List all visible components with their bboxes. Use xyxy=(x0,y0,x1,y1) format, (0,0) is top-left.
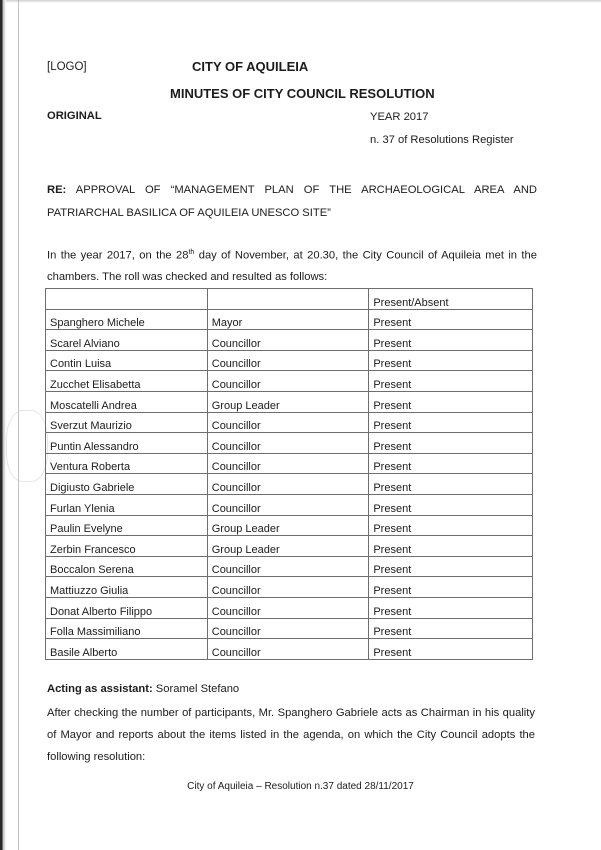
member-name-cell: Contin Luisa xyxy=(46,350,208,371)
role-cell: Mayor xyxy=(207,309,369,330)
intro-text-2: day of November, at 20.30, the City Council of Aquileia met in the chambers. The roll was checked and resulted as follows: xyxy=(47,249,537,283)
intro-text-1: In the year 2017, on the 28 xyxy=(47,249,189,262)
table-row xyxy=(46,371,533,392)
attendance-cell: Present/Absent xyxy=(369,289,533,310)
original-label: ORIGINAL xyxy=(47,110,102,122)
city-heading: CITY OF AQUILEIA xyxy=(192,59,309,74)
intro-superscript: th xyxy=(188,249,195,256)
attendance-cell: Present xyxy=(369,494,533,515)
attendance-cell: Present xyxy=(369,577,533,598)
attendance-cell: Present xyxy=(369,350,533,371)
attendance-cell: Present xyxy=(369,309,533,330)
role-cell: Councillor xyxy=(207,597,369,618)
attendance-cell: Present xyxy=(369,597,533,618)
faint-stamp-mark xyxy=(6,410,48,482)
table-row xyxy=(46,597,533,618)
intro-paragraph xyxy=(47,242,537,288)
role-cell: Councillor xyxy=(207,639,369,660)
role-cell: Councillor xyxy=(207,556,369,577)
table-row xyxy=(46,391,533,412)
attendance-cell: Present xyxy=(369,515,533,536)
table-row xyxy=(46,412,533,433)
attendance-cell: Present xyxy=(369,453,533,474)
assistant-label: Acting as assistant: xyxy=(47,683,153,695)
role-cell: Councillor xyxy=(207,474,369,495)
attendance-cell: Present xyxy=(369,618,533,639)
logo-placeholder: [LOGO] xyxy=(47,61,87,73)
table-header-row xyxy=(46,289,533,310)
attendance-cell: Present xyxy=(369,474,533,495)
member-name-cell: Furlan Ylenia xyxy=(46,494,208,515)
body-paragraph: After checking the number of participants, Mr. Spanghero Gabriele acts as Chairman in his quality of Mayor and reports about the items listed in the agenda, on which the City Council adopts the following resolution: xyxy=(47,707,535,763)
attendance-cell: Present xyxy=(369,371,533,392)
roll-call-table xyxy=(45,288,533,660)
table-row xyxy=(46,309,533,330)
member-name-cell: Puntin Alessandro xyxy=(46,433,208,454)
attendance-cell: Present xyxy=(369,536,533,557)
table-row xyxy=(46,330,533,351)
attendance-cell: Present xyxy=(369,556,533,577)
year-label: YEAR 2017 xyxy=(370,111,429,123)
table-row xyxy=(46,515,533,536)
table-row xyxy=(46,453,533,474)
table-row xyxy=(46,474,533,495)
scan-edge-left xyxy=(0,0,6,850)
role-cell: Councillor xyxy=(207,330,369,351)
member-name-cell: Scarel Alviano xyxy=(46,330,208,351)
attendance-cell: Present xyxy=(369,330,533,351)
member-name-cell: Boccalon Serena xyxy=(46,556,208,577)
attendance-cell: Present xyxy=(369,433,533,454)
scan-edge-top xyxy=(0,0,601,3)
subject-text: APPROVAL OF “MANAGEMENT PLAN OF THE ARCHAEOLOGICAL AREA AND PATRIARCHAL BASILICA OF AQUILEIA UNESCO SITE” xyxy=(47,184,537,219)
role-cell: Councillor xyxy=(207,350,369,371)
table-row xyxy=(46,536,533,557)
assistant-line xyxy=(47,683,239,695)
attendance-cell: Present xyxy=(369,639,533,660)
member-name-cell: Ventura Roberta xyxy=(46,453,208,474)
role-cell xyxy=(207,289,369,310)
roll-call-body xyxy=(46,289,533,660)
member-name-cell xyxy=(46,289,208,310)
role-cell: Councillor xyxy=(207,371,369,392)
table-row xyxy=(46,433,533,454)
member-name-cell: Mattiuzzo Giulia xyxy=(46,577,208,598)
document-title: MINUTES OF CITY COUNCIL RESOLUTION xyxy=(170,86,435,101)
role-cell: Councillor xyxy=(207,412,369,433)
assistant-name: Soramel Stefano xyxy=(152,683,240,695)
member-name-cell: Paulin Evelyne xyxy=(46,515,208,536)
member-name-cell: Folla Massimiliano xyxy=(46,618,208,639)
role-cell: Councillor xyxy=(207,453,369,474)
attendance-cell: Present xyxy=(369,412,533,433)
role-cell: Councillor xyxy=(207,577,369,598)
role-cell: Councillor xyxy=(207,618,369,639)
member-name-cell: Zerbin Francesco xyxy=(46,536,208,557)
member-name-cell: Zucchet Elisabetta xyxy=(46,371,208,392)
role-cell: Group Leader xyxy=(207,391,369,412)
member-name-cell: Digiusto Gabriele xyxy=(46,474,208,495)
table-row xyxy=(46,639,533,660)
member-name-cell: Spanghero Michele xyxy=(46,309,208,330)
subject-label: RE: xyxy=(47,184,67,196)
table-row xyxy=(46,618,533,639)
table-row xyxy=(46,577,533,598)
member-name-cell: Donat Alberto Filippo xyxy=(46,597,208,618)
table-row xyxy=(46,556,533,577)
attendance-cell: Present xyxy=(369,391,533,412)
member-name-cell: Basile Alberto xyxy=(46,639,208,660)
role-cell: Group Leader xyxy=(207,515,369,536)
role-cell: Councillor xyxy=(207,433,369,454)
register-number: n. 37 of Resolutions Register xyxy=(370,134,514,146)
role-cell: Group Leader xyxy=(207,536,369,557)
member-name-cell: Moscatelli Andrea xyxy=(46,391,208,412)
page-footer: City of Aquileia – Resolution n.37 dated 28/11/2017 xyxy=(187,781,414,792)
table-row xyxy=(46,350,533,371)
role-cell: Councillor xyxy=(207,494,369,515)
subject-paragraph xyxy=(47,179,537,225)
member-name-cell: Sverzut Maurizio xyxy=(46,412,208,433)
table-row xyxy=(46,494,533,515)
